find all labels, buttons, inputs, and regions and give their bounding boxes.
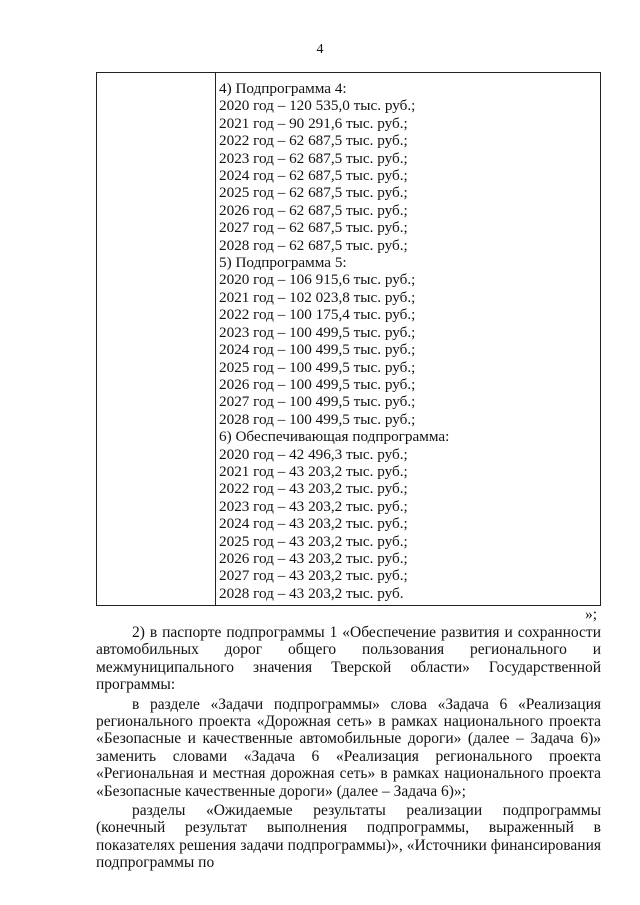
paragraph-results-sections: разделы «Ожидаемые результаты реализации подпрограммы (конечный результат выполнения подпрограммы, выраженный в показателях решения задачи подпрограммы)», «Источники финансирования подпрограммы по xyxy=(96,802,601,872)
funding-line: 2024 год – 62 687,5 тыс. руб.; xyxy=(219,167,408,185)
funding-line: 2023 год – 62 687,5 тыс. руб.; xyxy=(219,149,408,167)
funding-line: 2023 год – 100 499,5 тыс. руб.; xyxy=(219,323,416,341)
funding-line: 2022 год – 62 687,5 тыс. руб.; xyxy=(219,132,408,150)
funding-line: 2024 год – 43 203,2 тыс. руб.; xyxy=(219,515,408,533)
funding-line: 2025 год – 62 687,5 тыс. руб.; xyxy=(219,184,408,202)
paragraph-tasks-section: в разделе «Задачи подпрограммы» слова «Задача 6 «Реализация регионального проекта «Дорожная сеть» в рамках национального проекта «Безопасные и качественные автомобильные дороги» (далее – Задача 6)» заменить словами «Задача 6 «Реализация регионального проекта «Региональная и местная дорожная сеть» в рамках национального проекта «Безопасные качественные дороги» (далее – Задача 6)»; xyxy=(96,695,601,800)
funding-line: 4) Подпрограмма 4: xyxy=(219,80,347,97)
funding-line: 2021 год – 43 203,2 тыс. руб.; xyxy=(219,462,408,480)
funding-line: 2020 год – 42 496,3 тыс. руб.; xyxy=(219,445,408,463)
funding-line: 2027 год – 43 203,2 тыс. руб.; xyxy=(219,567,408,585)
funding-line: 2020 год – 106 915,6 тыс. руб.; xyxy=(219,271,416,289)
funding-line: 2027 год – 62 687,5 тыс. руб.; xyxy=(219,219,408,237)
closing-quote: »; xyxy=(584,606,597,623)
funding-line: 2021 год – 90 291,6 тыс. руб.; xyxy=(219,114,408,132)
document-body xyxy=(96,624,601,878)
funding-line: 2028 год – 100 499,5 тыс. руб.; xyxy=(219,410,416,428)
funding-line: 2022 год – 43 203,2 тыс. руб.; xyxy=(219,480,408,498)
funding-line: 6) Обеспечивающая подпрограмма: xyxy=(219,428,450,446)
funding-line: 2028 год – 62 687,5 тыс. руб.; xyxy=(219,236,408,254)
funding-line: 2020 год – 120 535,0 тыс. руб.; xyxy=(219,97,416,115)
funding-line: 2025 год – 43 203,2 тыс. руб.; xyxy=(219,532,408,550)
funding-line: 2026 год – 100 499,5 тыс. руб.; xyxy=(219,375,416,393)
funding-line: 2028 год – 43 203,2 тыс. руб. xyxy=(219,584,404,602)
funding-cell xyxy=(219,80,596,602)
funding-line: 2026 год – 62 687,5 тыс. руб.; xyxy=(219,201,408,219)
funding-line: 2021 год – 102 023,8 тыс. руб.; xyxy=(219,288,416,306)
funding-line: 2022 год – 100 175,4 тыс. руб.; xyxy=(219,306,416,324)
funding-line: 2026 год – 43 203,2 тыс. руб.; xyxy=(219,549,408,567)
paragraph-subprogram-passport: 2) в паспорте подпрограммы 1 «Обеспечение развития и сохранности автомобильных дорог общего пользования регионального и межмуниципального значения Тверской области» Государственной программы: xyxy=(96,624,601,694)
funding-line: 5) Подпрограмма 5: xyxy=(219,254,347,272)
funding-line: 2027 год – 100 499,5 тыс. руб.; xyxy=(219,393,416,411)
table-column-divider xyxy=(215,73,216,605)
funding-line: 2023 год – 43 203,2 тыс. руб.; xyxy=(219,497,408,515)
funding-table xyxy=(96,72,601,606)
funding-line: 2025 год – 100 499,5 тыс. руб.; xyxy=(219,358,416,376)
funding-line: 2024 год – 100 499,5 тыс. руб.; xyxy=(219,341,416,359)
page-number: 4 xyxy=(316,42,324,57)
